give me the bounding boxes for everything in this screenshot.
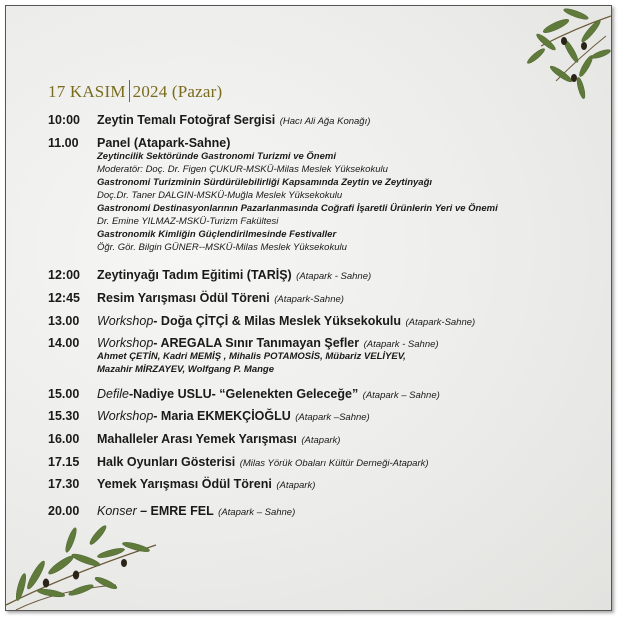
schedule-row	[48, 385, 440, 403]
schedule-row	[48, 289, 344, 307]
event-prefix: Workshop	[97, 336, 154, 350]
event-location: (Atapark-Sahne)	[405, 317, 476, 328]
panel-speaker: Dr. Emine YILMAZ-MSKÜ-Turizm Fakültesi	[97, 216, 279, 227]
event-location: (Atapark)	[276, 480, 316, 491]
event-location: (Atapark-Sahne)	[274, 294, 344, 305]
panel-speaker: Doç.Dr. Taner DALGIN-MSKÜ-Muğla Meslek Yüksekokulu	[97, 190, 343, 201]
event-title: - Doğa ÇİTÇİ & Milas Meslek Yüksekokulu	[153, 314, 402, 328]
event-title: Yemek Yarışması Ödül Töreni	[97, 477, 272, 491]
event-time: 17.30	[48, 477, 80, 491]
schedule-row	[48, 502, 295, 520]
event-location: (Atapark - Sahne)	[296, 271, 372, 282]
workshop-chefs: Ahmet ÇETİN, Kadri MEMİŞ , Mihalis POTAMOSİS, Mübariz VELİYEV,	[97, 351, 406, 362]
panel-speaker: Moderatör: Doç. Dr. Figen ÇUKUR-MSKÜ-Milas Meslek Yüksekokulu	[97, 164, 388, 175]
schedule-row	[48, 334, 439, 352]
event-title: Mahalleler Arası Yemek Yarışması	[97, 432, 297, 446]
event-location: (Atapark)	[301, 435, 341, 446]
schedule-row	[48, 475, 315, 493]
schedule-row	[48, 111, 370, 129]
panel-topic: Gastronomi Turizminin Sürdürülebilirliği Kapsamında Zeytin ve Zeytinyağı	[97, 177, 433, 188]
event-time: 14.00	[48, 336, 80, 350]
panel-topic: Gastronomik Kimliğin Güçlendirilmesinde Festivaller	[97, 229, 337, 240]
date-day: 17 KASIM	[48, 82, 126, 101]
olive-branch-top-icon	[486, 6, 611, 106]
schedule-row	[48, 453, 429, 471]
event-time: 10:00	[48, 113, 80, 127]
schedule-row	[48, 266, 371, 284]
event-title: Zeytin Temalı Fotoğraf Sergisi	[97, 113, 276, 127]
event-prefix: Defile	[97, 387, 129, 401]
event-time: 13.00	[48, 314, 80, 328]
schedule-row	[48, 407, 370, 425]
date-divider	[129, 80, 130, 102]
event-title: Zeytinyağı Tadım Eğitimi (TARİŞ)	[97, 268, 292, 282]
event-title: - Maria EKMEKÇİOĞLU	[153, 409, 291, 423]
event-location: (Atapark – Sahne)	[218, 507, 296, 518]
event-prefix: Workshop	[97, 409, 154, 423]
schedule-row	[48, 312, 475, 330]
event-location: (Milas Yörük Obaları Kültür Derneği-Atapark)	[239, 458, 429, 469]
event-time: 17.15	[48, 455, 80, 469]
panel-speaker: Öğr. Gör. Bilgin GÜNER--MSKÜ-Milas Meslek Yüksekokulu	[97, 242, 347, 253]
event-time: 16.00	[48, 432, 80, 446]
workshop-chefs: Mazahir MİRZAYEV, Wolfgang P. Mange	[97, 364, 275, 375]
date-year: 2024	[132, 82, 168, 101]
event-time: 11.00	[48, 136, 79, 150]
event-time: 15.30	[48, 409, 80, 423]
event-location: (Hacı Ali Ağa Konağı)	[279, 116, 371, 127]
event-time: 20.00	[48, 504, 80, 518]
panel-topic: Gastronomi Destinasyonlarının Pazarlanmasında Coğrafi İşaretli Ürünlerin Yeri ve Önemi	[97, 203, 498, 214]
event-time: 12:00	[48, 268, 80, 282]
event-title: Resim Yarışması Ödül Töreni	[97, 291, 270, 305]
event-location: (Atapark - Sahne)	[363, 339, 439, 350]
event-title: Panel (Atapark-Sahne)	[97, 136, 231, 150]
date-weekday: (Pazar)	[171, 82, 223, 101]
event-title: - AREGALA Sınır Tanımayan Şefler	[153, 336, 360, 350]
event-prefix: Konser	[97, 504, 137, 518]
schedule-row	[48, 134, 230, 152]
event-location: (Atapark – Sahne)	[362, 390, 440, 401]
event-title: – EMRE FEL	[136, 504, 214, 518]
event-prefix: Workshop	[97, 314, 154, 328]
panel-topic: Zeytincilik Sektöründe Gastronomi Turizmi ve Önemi	[97, 151, 336, 162]
event-title: -Nadiye USLU- “Gelenekten Geleceğe”	[128, 387, 359, 401]
event-time: 12:45	[48, 291, 80, 305]
olive-branch-bottom-icon	[6, 505, 166, 610]
event-location: (Atapark –Sahne)	[295, 412, 370, 423]
schedule-row	[48, 430, 340, 448]
event-time: 15.00	[48, 387, 80, 401]
event-title: Halk Oyunları Gösterisi	[97, 455, 236, 469]
event-date	[48, 80, 222, 102]
